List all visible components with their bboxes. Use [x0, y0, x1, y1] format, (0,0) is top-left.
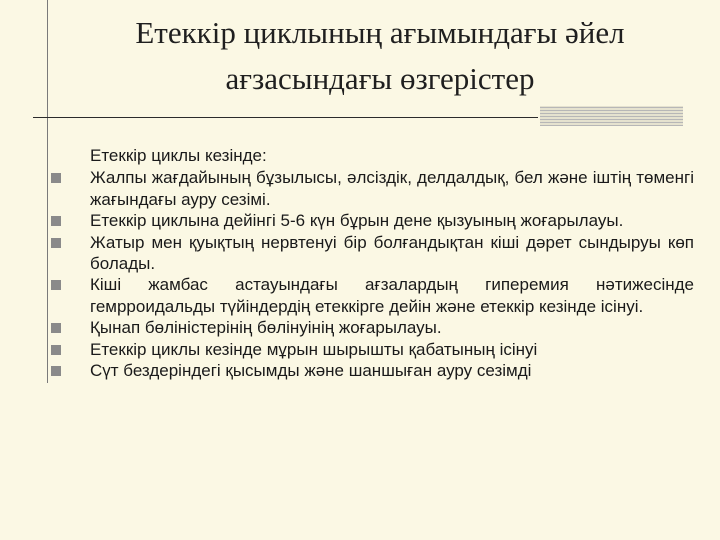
bullet-item [50, 274, 694, 317]
slide-body [50, 145, 694, 381]
bullet-text: Қынап бөліністерінің бөлінуінің жоғарылауы. [90, 318, 442, 338]
decorative-hatch-bar [540, 106, 683, 126]
bullet-item [50, 167, 694, 210]
left-divider-line [47, 0, 48, 383]
square-bullet-icon [51, 366, 61, 376]
square-bullet-icon [51, 345, 61, 355]
intro-text: Етеккір циклы кезінде: [90, 146, 267, 165]
square-bullet-icon [51, 173, 61, 183]
title-line-1: Етеккір циклының ағымындағы әйел [135, 15, 625, 50]
bullet-text: Сүт бездеріндегі қысымды және шаншыған ауру сезімді [90, 361, 532, 381]
square-bullet-icon [51, 238, 61, 248]
slide-title [60, 10, 700, 102]
square-bullet-icon [51, 323, 61, 333]
bullet-text: Жалпы жағдайының бұзылысы, әлсіздік, делдалдық, бел және іштің төменгі жағындағы ауру сезімі. [90, 168, 694, 209]
title-line-2: ағзасындағы өзгерістер [225, 61, 535, 96]
bullet-item [50, 317, 694, 338]
bullet-text: Жатыр мен қуықтың нервтенуі бір болғандықтан кіші дәрет сындыруы көп болады. [90, 232, 694, 274]
bullet-text: Кіші жамбас астауындағы ағзалардың гиперемия нәтижесінде гемрроидальды түйіндердің етеккірге дейін және етеккір кезінде ісінуі. [90, 275, 694, 316]
bullet-text: Етеккір циклы кезінде мұрын шырышты қабатының ісінуі [90, 339, 538, 359]
bullet-item [50, 360, 694, 381]
title-underline [33, 117, 538, 118]
bullet-item [50, 232, 694, 275]
bullet-item [50, 339, 694, 360]
bullet-text: Етеккір циклына дейінгі 5-6 күн бұрын дене қызуының жоғарылауы. [90, 211, 624, 231]
bullet-item [50, 210, 694, 231]
square-bullet-icon [51, 280, 61, 290]
square-bullet-icon [51, 216, 61, 226]
bullet-list [50, 167, 694, 381]
